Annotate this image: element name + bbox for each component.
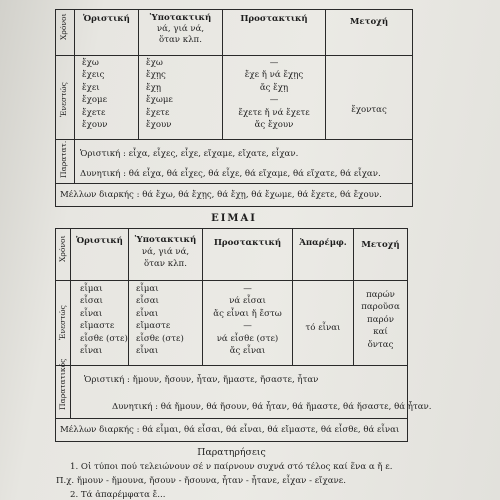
- header-imperative: Προστακτική: [240, 14, 308, 24]
- form: νά εἶσαι: [229, 296, 266, 307]
- form: ἔχετε: [146, 107, 170, 118]
- form: ἔχῃς: [146, 70, 166, 81]
- form: ἔχῃ: [146, 82, 161, 93]
- form: εἶναι: [80, 308, 103, 319]
- notes-title: Παρατηρήσεις: [197, 447, 266, 458]
- form: —: [243, 321, 252, 332]
- form: εἶναι: [136, 308, 159, 319]
- present-indicative-list: [80, 283, 128, 357]
- form: παροῦσα: [361, 302, 400, 313]
- form: ἔχετε: [82, 107, 106, 118]
- section-title: ΕΙΜΑΙ: [211, 213, 257, 224]
- form: ἔχωμε: [146, 95, 173, 106]
- present-infinitive: τό εἶναι: [305, 323, 341, 333]
- form: εἶμαι: [136, 284, 159, 294]
- header-indicative: Ὁριστική: [83, 14, 130, 24]
- future-continuous: Μέλλων διαρκής : θά εἶμαι, θά εἶσαι, θά εἶναι, θά εἴμαστε, θά εἶσθε, θά εἶναι: [60, 425, 400, 435]
- form: εἴμαστε: [80, 321, 115, 332]
- header-infinitive: Ἀπαρέμφ.: [299, 238, 347, 248]
- present-imperative-list: [203, 283, 292, 357]
- conditional-forms: Δυνητική : θά ἤμουν, θά ἤσουν, θά ἦταν, θά ἤμαστε, θά ἤσαστε, θά ἦταν.: [112, 402, 432, 412]
- form: εἶναι: [136, 346, 159, 357]
- note-1-examples: Π.χ. ἤμουν - ἤμουνα, ἤσουν - ἤσουνα, ἦταν - ἦτανε, εἶχαν - εἴχανε.: [56, 476, 346, 486]
- form: ἔχεις: [82, 70, 105, 81]
- header-subjunctive: Ὑποτακτική: [149, 13, 212, 23]
- form: ἔχει: [82, 82, 100, 93]
- conditional-forms: Δυνητική : θά εἶχα, θά εἶχες, θά εἶχε, θά εἴχαμε, θά εἴχατε, θά εἶχαν.: [80, 169, 381, 179]
- header-subjunctive-line2: νά, γιά νά,: [156, 24, 205, 34]
- form: εἶσαι: [80, 296, 103, 307]
- form: καί: [373, 327, 388, 338]
- imperfect-indicative: Ὁριστική : ἤμουν, ἤσουν, ἦταν, ἤμαστε, ἤσαστε, ἦταν: [84, 375, 319, 385]
- header-imperative: Προστακτική: [213, 238, 282, 248]
- header-time: Χρόνοι: [58, 235, 67, 262]
- form: ἔχετε ἤ νά ἔχετε: [238, 107, 310, 118]
- present-subjunctive-list: [136, 283, 184, 357]
- row-label-imperfect: Παρατατικός: [58, 358, 67, 410]
- form: εἶσθε (στε): [136, 333, 184, 344]
- present-subjunctive-list: [146, 57, 173, 131]
- form: ἔχε ἤ νά ἔχῃς: [244, 70, 304, 81]
- row-label-imperfect: Παρατατ.: [59, 140, 68, 178]
- form: παρών: [366, 290, 395, 300]
- note-1: 1. Οἱ τύποι πού τελειώνουν σέ ν παίρνουν συχνά στό τέλος καί ἕνα α ἤ ε.: [70, 462, 393, 472]
- header-time: Χρόνοι: [59, 13, 68, 40]
- form: εἶναι: [80, 346, 103, 357]
- future-continuous: Μέλλων διαρκής : θά ἔχω, θά ἔχῃς, θά ἔχῃ, θά ἔχωμε, θά ἔχετε, θά ἔχουν.: [60, 190, 382, 200]
- row-label-present: Ἐνεστώς: [59, 82, 68, 117]
- note-2: 2. Τά ἀπαρέμφατα ἔ...: [70, 490, 166, 500]
- form: εἴμαστε: [136, 321, 171, 332]
- present-participle-list: [354, 289, 407, 351]
- form: ἔχουν: [82, 120, 108, 131]
- form: νά εἶσθε (στε): [216, 333, 279, 344]
- form: ἔχομε: [82, 95, 108, 106]
- form: εἶσθε (στε): [80, 333, 128, 344]
- form: εἶσαι: [136, 296, 159, 307]
- form: ἄς εἶναι ἤ ἔστω: [213, 308, 282, 319]
- header-indicative: Ὁριστική: [76, 236, 123, 246]
- present-indicative-list: [82, 57, 107, 131]
- form: ἄς ἔχῃ: [259, 82, 289, 93]
- form: —: [243, 284, 252, 294]
- form: ἄς ἔχουν: [254, 120, 294, 131]
- header-participle: Μετοχή: [349, 17, 389, 27]
- header-subjunctive-line3: ὅταν κλπ.: [159, 35, 202, 45]
- form: ὄντας: [367, 339, 394, 350]
- header-participle: Μετοχή: [361, 240, 400, 250]
- header-subjunctive-line2: νά, γιά νά,: [141, 247, 190, 257]
- form: ἔχω: [82, 58, 99, 68]
- imperfect-indicative: Ὁριστική : εἶχα, εἶχες, εἶχε, εἴχαμε, εἴχατε, εἶχαν.: [80, 149, 299, 159]
- form: εἶμαι: [80, 284, 103, 294]
- present-participle: ἔχοντας: [351, 105, 387, 115]
- form: —: [269, 58, 279, 68]
- form: παρόν: [367, 314, 394, 325]
- form: ἄς εἶναι: [229, 346, 266, 357]
- header-subjunctive: Ὑποτακτική: [134, 235, 197, 245]
- header-subjunctive-line3: ὅταν κλπ.: [144, 259, 187, 269]
- present-imperative-list: [223, 57, 325, 131]
- form: ἔχουν: [146, 120, 172, 131]
- form: ἔχω: [146, 58, 163, 68]
- row-label-present: Ἐνεστώς: [58, 305, 67, 340]
- form: —: [269, 95, 279, 106]
